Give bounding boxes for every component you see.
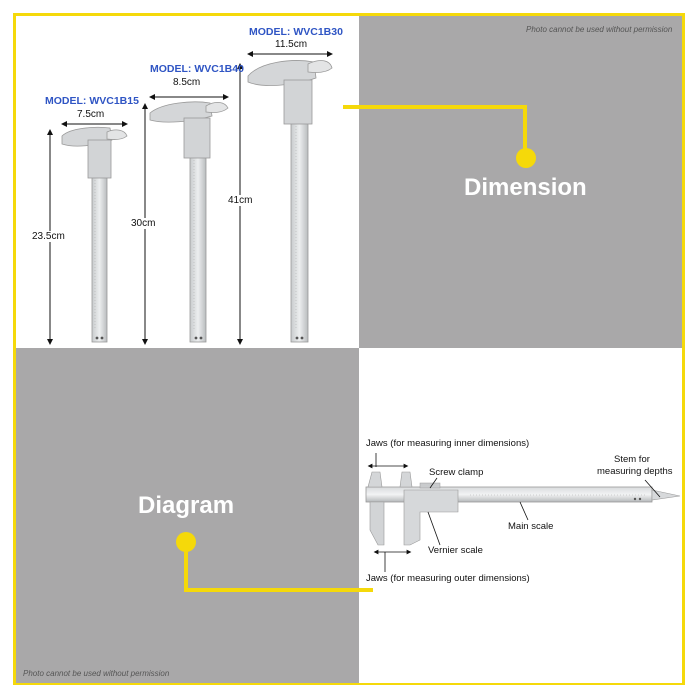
- permission-notice-top: Photo cannot be used without permission: [526, 25, 673, 34]
- screw-clamp-label: Screw clamp: [429, 467, 484, 478]
- stem-label-line2: measuring depths: [597, 466, 673, 477]
- length-label-medium: 30cm: [131, 218, 156, 229]
- diagram-title: Diagram: [138, 492, 235, 519]
- width-label-medium: 8.5cm: [173, 77, 201, 88]
- length-label-small: 23.5cm: [32, 231, 65, 242]
- model-label-small: MODEL: WVC1B15: [45, 95, 139, 107]
- vernier-scale-label: Vernier scale: [428, 545, 483, 556]
- permission-notice-bottom: Photo cannot be used without permission: [23, 669, 170, 678]
- caliper-large-image: [248, 61, 332, 342]
- width-label-large: 11.5cm: [275, 39, 308, 50]
- outer-jaws-label: Jaws (for measuring outer dimensions): [366, 573, 530, 584]
- diagram-connector-line: [186, 542, 373, 590]
- length-label-large: 41cm: [228, 195, 253, 206]
- model-label-medium: MODEL: WVC1B40: [150, 63, 244, 75]
- dimension-connector-dot: [516, 148, 536, 168]
- dimension-connector-line: [343, 107, 525, 158]
- caliper-medium-image: [150, 102, 228, 342]
- caliper-small-image: [62, 127, 127, 342]
- main-scale-label: Main scale: [508, 521, 554, 532]
- diagram-connector-dot: [176, 532, 196, 552]
- model-label-large: MODEL: WVC1B30: [249, 26, 343, 38]
- stem-label-line1: Stem for: [614, 454, 650, 465]
- inner-jaws-label: Jaws (for measuring inner dimensions): [366, 438, 530, 449]
- width-label-small: 7.5cm: [77, 109, 105, 120]
- dimension-title: Dimension: [464, 174, 587, 201]
